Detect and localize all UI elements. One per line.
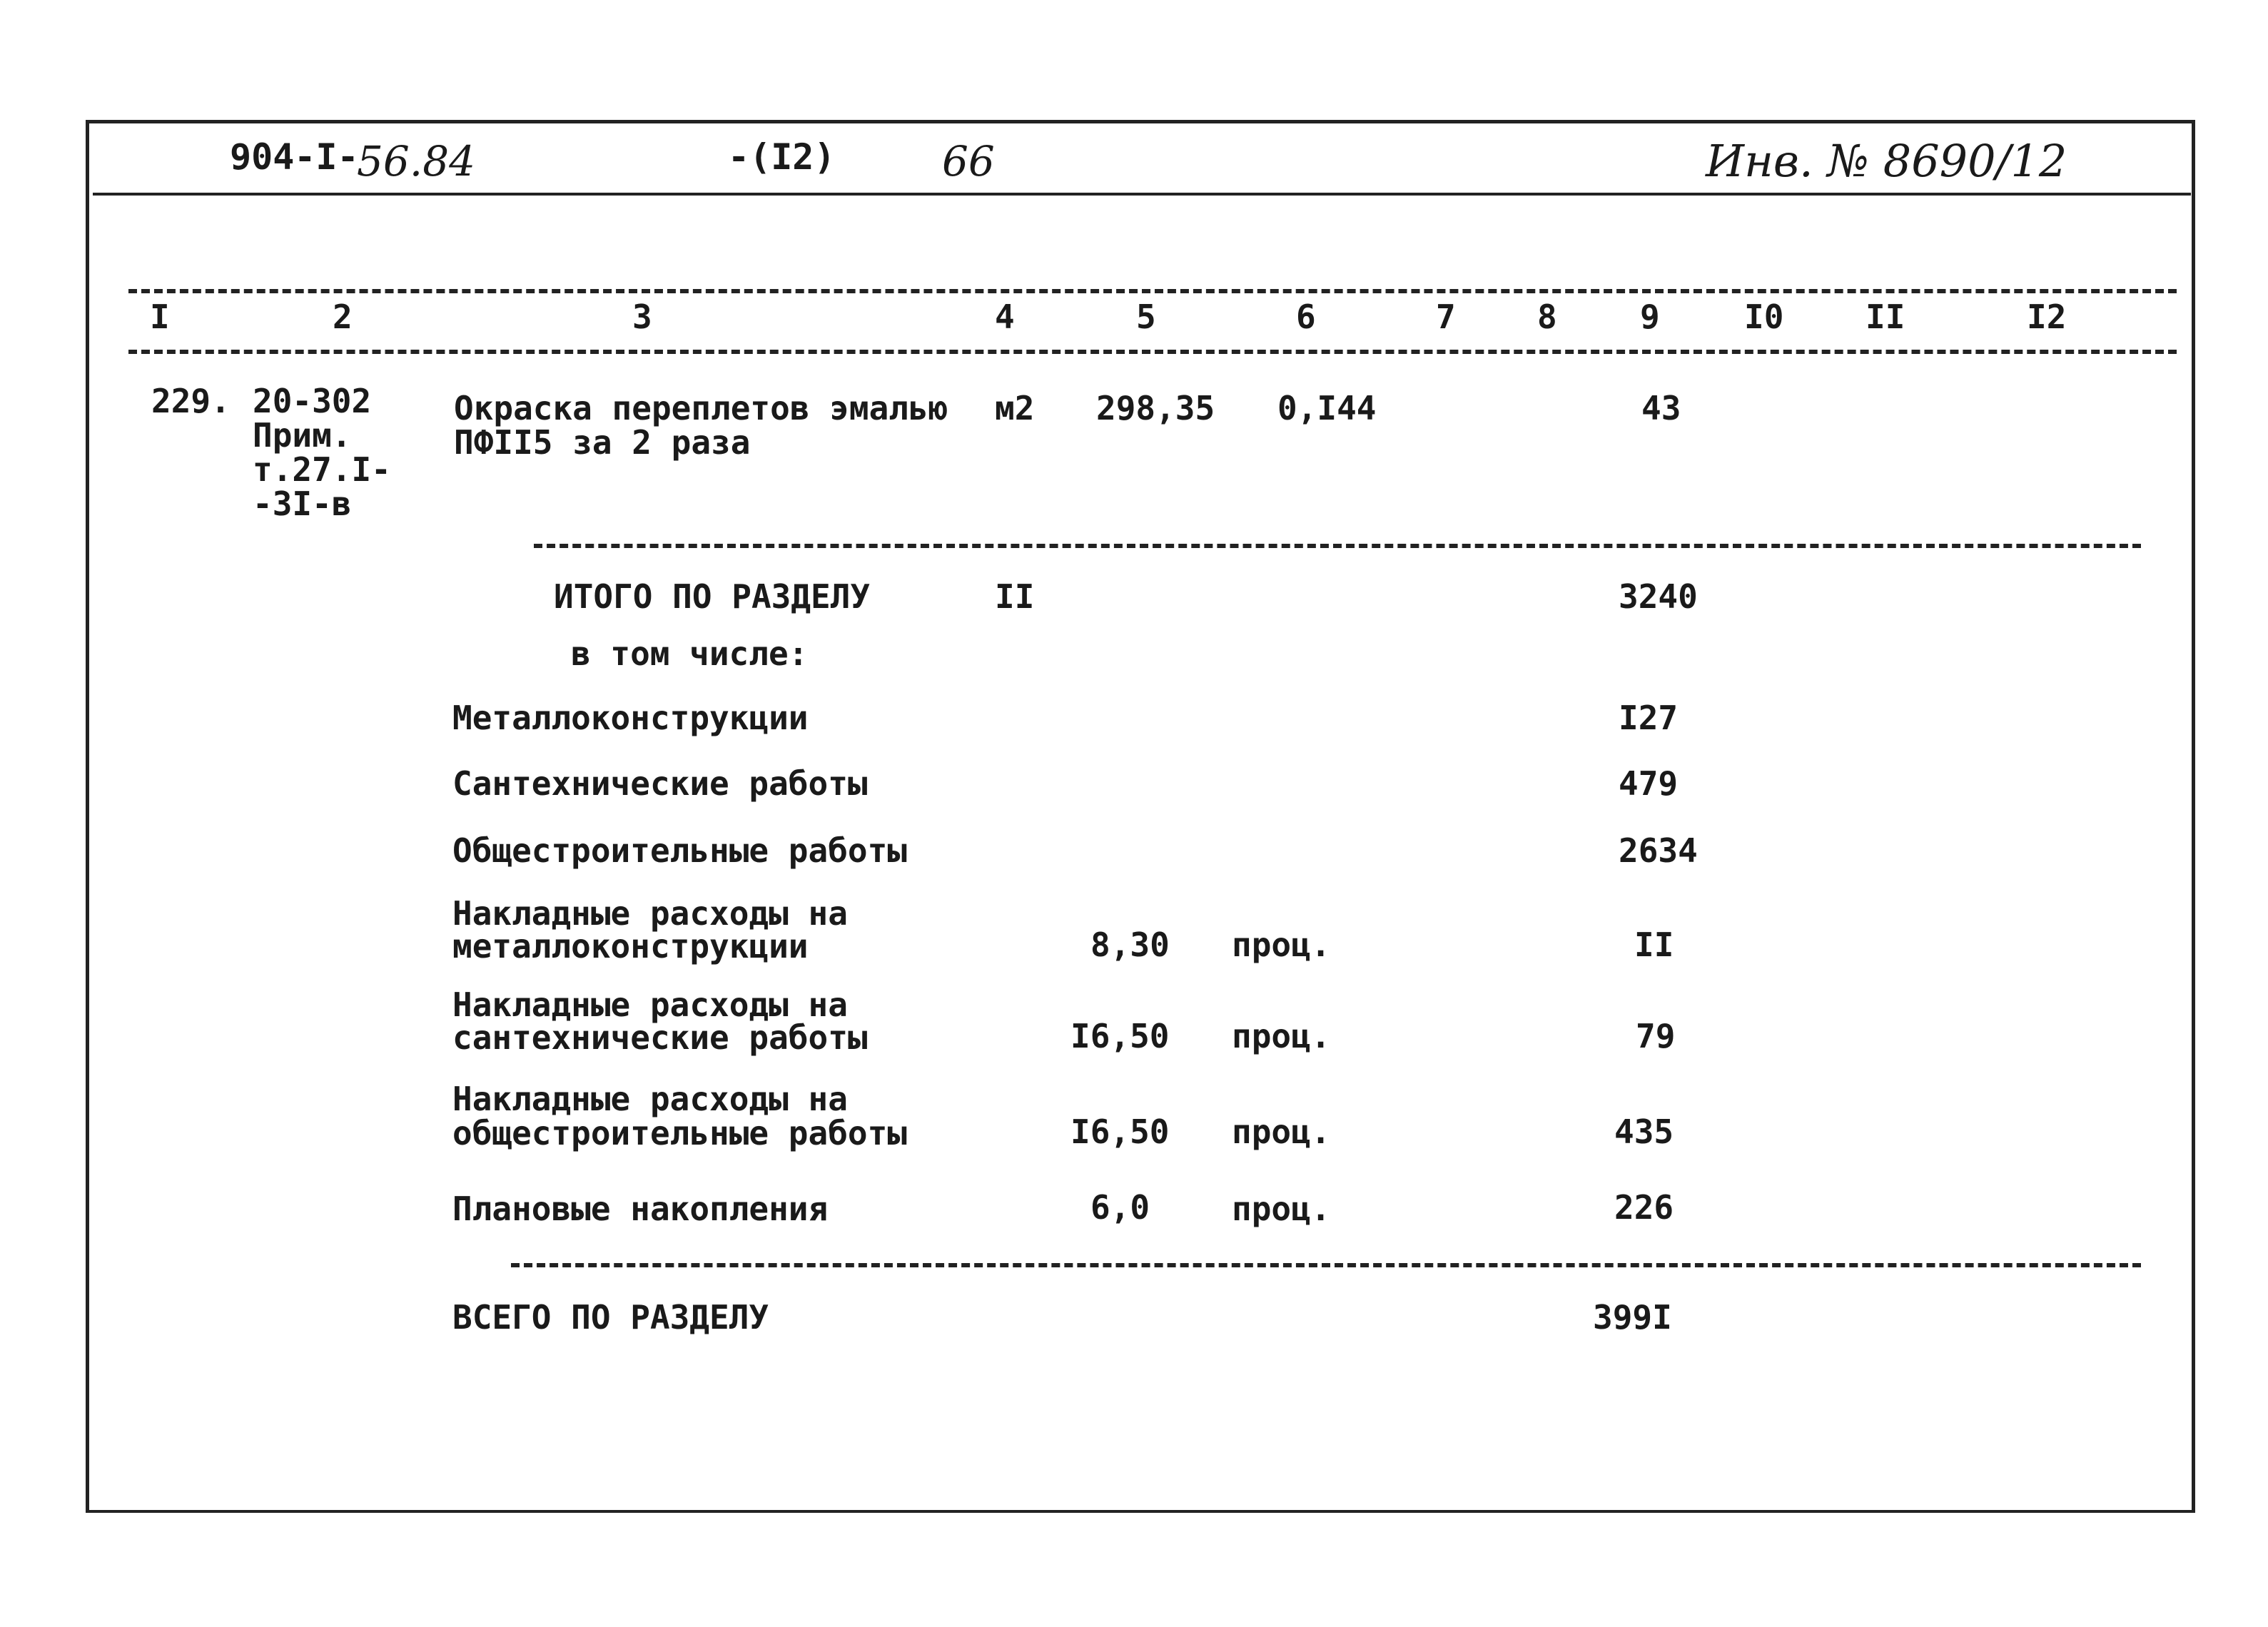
document-code: 904-I- bbox=[230, 136, 359, 178]
including-label: в том числе: bbox=[571, 634, 809, 673]
overhead-label-line: Накладные расходы на bbox=[452, 1080, 848, 1118]
column-number: II bbox=[1865, 298, 1905, 336]
document-code-handwritten: 56.84 bbox=[357, 137, 476, 186]
column-number: 4 bbox=[995, 298, 1015, 336]
overhead-value: 79 bbox=[1636, 1017, 1676, 1055]
header-rule bbox=[93, 193, 2191, 196]
overhead-label-line: общестроительные работы bbox=[452, 1114, 907, 1152]
column-number: 8 bbox=[1537, 298, 1557, 336]
planned-label: Плановые накопления bbox=[452, 1190, 829, 1228]
column-number: 3 bbox=[632, 298, 652, 336]
column-number: 9 bbox=[1640, 298, 1660, 336]
item-description-line: ПФII5 за 2 раза bbox=[454, 423, 751, 462]
grand-total-value: 399I bbox=[1593, 1298, 1672, 1337]
column-number: 7 bbox=[1436, 298, 1456, 336]
overhead-label-line: Накладные расходы на bbox=[452, 985, 848, 1024]
overhead-unit: проц. bbox=[1232, 1112, 1331, 1151]
column-number: I bbox=[150, 298, 170, 336]
overhead-rate: I6,50 bbox=[1070, 1017, 1170, 1055]
column-number: 6 bbox=[1296, 298, 1316, 336]
subtotal-rule bbox=[534, 544, 2141, 548]
breakdown-value: 479 bbox=[1619, 764, 1679, 803]
overhead-label-line: Накладные расходы на bbox=[452, 894, 848, 933]
subtotal-label: ИТОГО ПО РАЗДЕЛУ bbox=[554, 577, 871, 616]
item-code-line: 20-302 bbox=[253, 382, 372, 420]
overhead-label-line: металлоконструкции bbox=[452, 927, 809, 965]
overhead-value: 435 bbox=[1614, 1112, 1674, 1151]
item-unit: м2 bbox=[995, 389, 1035, 427]
planned-value: 226 bbox=[1614, 1188, 1674, 1227]
overhead-value: II bbox=[1634, 926, 1674, 964]
column-number: I2 bbox=[2027, 298, 2067, 336]
item-description-line: Окраска переплетов эмалью bbox=[454, 389, 948, 427]
item-total: 43 bbox=[1641, 389, 1681, 427]
overhead-rate: 8,30 bbox=[1090, 926, 1170, 964]
planned-unit: проц. bbox=[1232, 1190, 1331, 1228]
overhead-label-line: сантехнические работы bbox=[452, 1018, 868, 1057]
page-number-handwritten: 66 bbox=[942, 137, 995, 186]
overhead-unit: проц. bbox=[1232, 926, 1331, 964]
item-number: 229. bbox=[151, 382, 231, 420]
overhead-rate: I6,50 bbox=[1070, 1112, 1170, 1151]
item-unit-price: 0,I44 bbox=[1277, 389, 1377, 427]
item-code-line: т.27.I- bbox=[253, 450, 391, 489]
column-number: I0 bbox=[1744, 298, 1784, 336]
subtotal-col4: II bbox=[995, 577, 1035, 616]
item-code-line: -3I-в bbox=[253, 485, 352, 523]
inventory-number-handwritten: Инв. № 8690/12 bbox=[1706, 135, 2067, 187]
grand-total-label: ВСЕГО ПО РАЗДЕЛУ bbox=[452, 1298, 769, 1337]
subtotal-value: 3240 bbox=[1619, 577, 1698, 616]
item-code-line: Прим. bbox=[253, 416, 352, 455]
column-number: 5 bbox=[1136, 298, 1156, 336]
column-header-bottom-rule bbox=[128, 350, 2177, 354]
column-number: 2 bbox=[333, 298, 353, 336]
sheet-number: -(I2) bbox=[728, 136, 836, 178]
breakdown-label: Общестроительные работы bbox=[452, 831, 907, 870]
breakdown-value: 2634 bbox=[1619, 831, 1698, 870]
breakdown-value: I27 bbox=[1619, 699, 1679, 737]
grand-total-rule bbox=[511, 1263, 2141, 1267]
overhead-unit: проц. bbox=[1232, 1017, 1331, 1055]
item-quantity: 298,35 bbox=[1096, 389, 1215, 427]
planned-rate: 6,0 bbox=[1090, 1188, 1150, 1227]
breakdown-label: Сантехнические работы bbox=[452, 764, 868, 803]
breakdown-label: Металлоконструкции bbox=[452, 699, 809, 737]
column-header-top-rule bbox=[128, 289, 2177, 293]
